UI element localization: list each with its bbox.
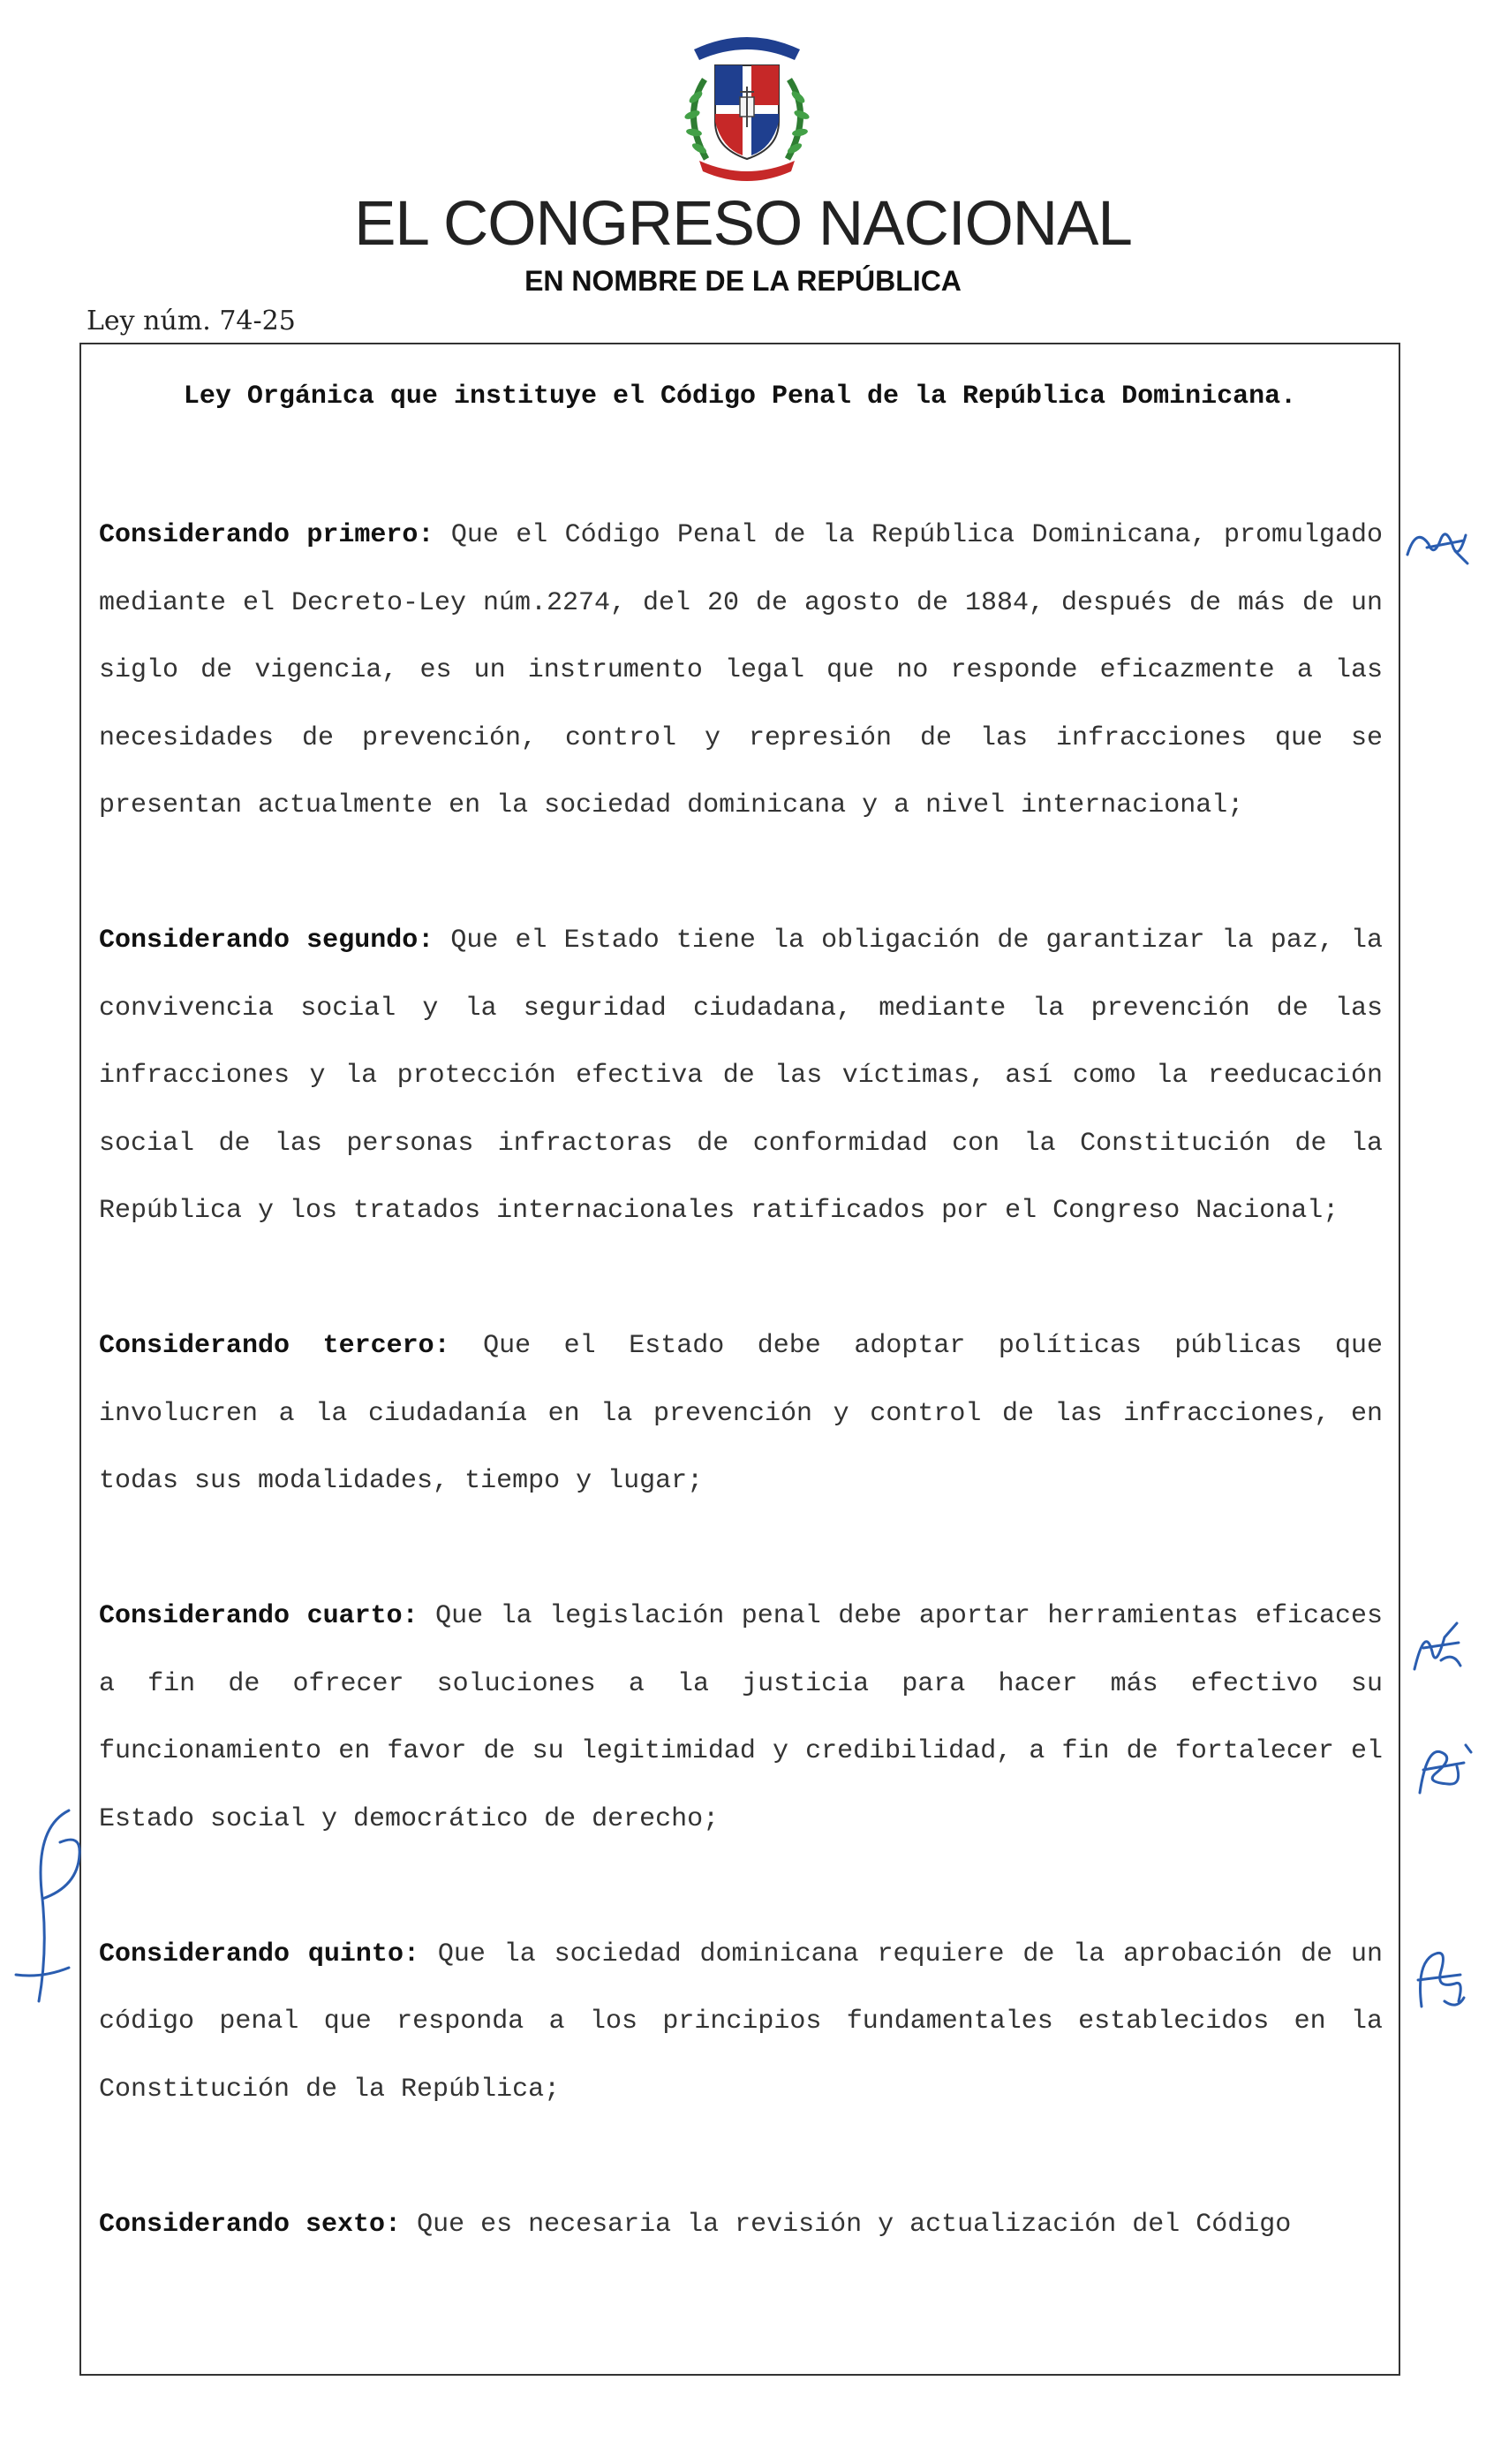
paragraph-considerando-segundo — [99, 907, 1383, 1245]
paragraph-text: Que la sociedad dominicana requiere de la aprobación de un código penal que responda a los principios fundamentales establecidos en la Constitución de la República; — [99, 1939, 1383, 2105]
congress-title: EL CONGRESO NACIONAL — [354, 189, 1132, 259]
paragraph-text: Que el Estado debe adoptar políticas públicas que involucren a la ciudadanía en la prevención y control de las infracciones, en todas sus modalidades, tiempo y lugar; — [99, 1331, 1383, 1496]
margin-initials-right-2-icon — [1409, 1735, 1476, 1802]
margin-initials-top-right-icon — [1402, 509, 1473, 579]
paragraph-considerando-primero — [99, 502, 1383, 840]
paragraph-considerando-tercero — [99, 1312, 1383, 1515]
paragraph-considerando-cuarto — [99, 1583, 1383, 1853]
paragraph-text: Que es necesaria la revisión y actualización del Código — [417, 2209, 1292, 2240]
paragraph-label: Considerando quinto: — [99, 1939, 419, 1969]
paragraph-considerando-sexto — [99, 2191, 1383, 2259]
paragraph-considerando-quinto — [99, 1921, 1383, 2124]
margin-signature-left-icon — [7, 1802, 88, 2014]
paragraph-label: Considerando segundo: — [99, 926, 434, 956]
paragraph-label: Considerando tercero: — [99, 1331, 450, 1361]
dominican-republic-coat-of-arms-icon — [669, 26, 825, 182]
law-number: Ley núm. 74-25 — [87, 306, 296, 336]
paragraph-text: Que el Estado tiene la obligación de garantizar la paz, la convivencia social y la seguridad ciudadana, mediante la prevención de las infracciones y la protección efectiva de las víctimas, así como la reeducación social de las personas infractoras de conformidad con la Constitución de la República y los tratados internacionales ratificados por el Congreso Nacional; — [99, 926, 1384, 1226]
considerandos — [99, 502, 1383, 2258]
paragraph-text: Que la legislación penal debe aportar herramientas eficaces a fin de ofrecer soluciones a la justicia para hacer más efectivo su funcionamiento en favor de su legitimidad y credibilidad, a fin de fortalecer el Estado social y democrático de derecho; — [99, 1601, 1383, 1834]
margin-initials-right-3-icon — [1406, 1939, 1469, 2014]
paragraph-label: Considerando primero: — [99, 520, 434, 550]
law-title: Ley Orgánica que instituye el Código Penal de la República Dominicana. — [183, 382, 1297, 412]
congress-subtitle: EN NOMBRE DE LA REPÚBLICA — [524, 265, 962, 297]
margin-initials-right-1-icon — [1406, 1616, 1467, 1678]
paragraph-label: Considerando cuarto: — [99, 1601, 419, 1631]
paragraph-label: Considerando sexto: — [99, 2209, 402, 2240]
paragraph-text: Que el Código Penal de la República Dominicana, promulgado mediante el Decreto-Ley núm.2274, del 20 de agosto de 1884, después de más de un siglo de vigencia, es un instrumento legal que no responde eficazmente a las necesidades de prevención, control y represión de las infracciones que se presentan actualmente en la sociedad dominicana y a nivel internacional; — [99, 520, 1383, 820]
